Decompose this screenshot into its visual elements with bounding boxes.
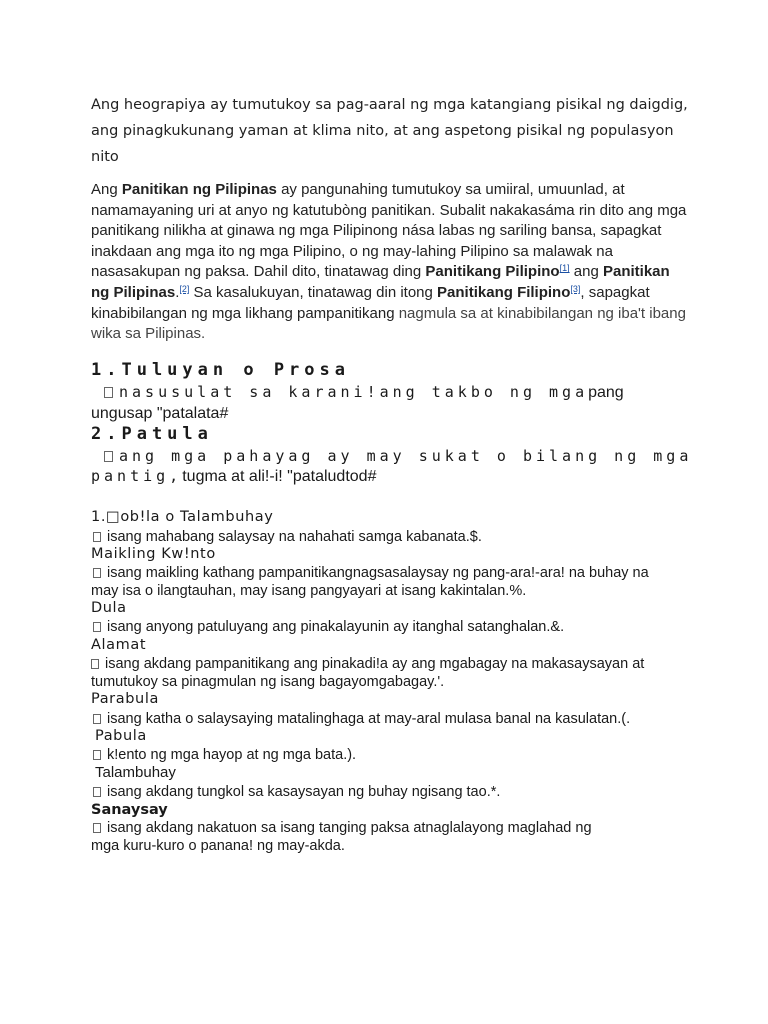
term-panitikan-ng-pilipinas: Panitikan ng Pilipinas [121,181,277,198]
genre-desc-dula: isang anyong patuluyang ang pinakalayunin ay itanghal satanghalan.&. [93,618,693,636]
term-panitikan-ng-pilipinas-2: Panitikan ng Pilipinas [91,263,670,301]
genre-title-pabula: Pabula [95,728,147,744]
bullet-icon [93,714,101,724]
patula-description-cont: pantig,tugma at ali!-i! "pataludtod# [91,467,377,485]
genre-title-sanaysay: Sanaysay [91,802,168,818]
genre-title-maikling-kwento: Maikling Kw!nto [91,546,216,562]
bullet-icon [93,532,101,542]
term-panitikang-pilipino: Panitikang Pilipino [425,263,560,281]
tuluyan-description-cont: ungusap "patalata# [91,405,229,422]
genre-title-talambuhay: Talambuhay [95,764,176,781]
genre-desc-alamat: isang akdang pampanitikang ang pinakadi!a ay ang mgabagay na makasaysayan at [91,655,691,673]
genre-desc-parabula: isang katha o salaysaying matalinghaga at may-aral mulasa banal na kasulatan.(. [93,710,693,728]
bullet-icon [93,750,101,760]
genre-desc-sanaysay: isang akdang nakatuon sa isang tanging paksa atnaglalayong maglahad ng [93,819,693,837]
intro-paragraph: Ang heograpiya ay tumutukoy sa pag-aaral ng mga katangiang pisikal ng daigdig, ang pinagkukunang yaman at klima nito, at ang aspetong pisikal ng populasyon nito [91,97,688,165]
patula-description: ang mga pahayag ay may sukat o bilang ng mga [91,446,711,466]
genre-title-alamat: Alamat [91,637,147,653]
term-panitikang-filipino: Panitikang Filipino [437,283,571,301]
genre-title-nobela: 1.□ob!la o Talambuhay [91,509,274,525]
genre-desc-alamat-cont: tumutukoy sa pinagmulan ng isang bagayomgabagay.'. [91,674,445,690]
genre-title-parabula: Parabula [91,691,159,707]
footnote-link-2[interactable]: [2] [179,283,190,294]
genre-desc-pabula: k!ento ng mga hayop at ng mga bata.). [93,746,693,764]
footnote-link-3[interactable]: [3] [570,283,581,294]
heading-tuluyan: 1.Tuluyan o Prosa [91,360,350,380]
genre-desc-talambuhay: isang akdang tungkol sa kasaysayan ng buhay ngisang tao.*. [93,783,693,801]
footnote-link-1[interactable]: [1] [559,263,570,274]
bullet-icon [93,787,101,797]
genre-desc-maikling-kwento: isang maikling kathang pampanitikangnagsasalaysay ng pang-ara!-ara! na buhay na [93,564,693,582]
bullet-icon [104,387,113,398]
panitikan-paragraph: Ang Panitikan ng Pilipinas ay pangunahing tumutukoy sa umiiral, umuunlad, at namamayaning uri at anyo ng katutubòng panitikan. Subalit nakakasáma rin dito ang mga panitikang nilikha at ginawa ng mga Pilipinong nása labas ng sariling bansa, sapagkat inakdaan ang mga ito ng mga Pilipino, o ng may-lahing Pilipino sa malawak na nasasakupan ng paksa. Dahil dito, tinatawag ding Panitikang Pilipino[1] ang Panitikan ng Pilipinas.[2] Sa kasalukuyan, tinatawag din itong Panitikang Filipino[3], sapagkat kinabibilangan ng mga likhang pampanitikang nagmula sa at kinabibilangan ng iba't ibang wika sa Pilipinas. [91,181,687,343]
genre-desc-maikling-kwento-cont: may isa o ilangtauhan, may isang pangyayari at isang kakintalan.%. [91,583,527,599]
bullet-icon [93,622,101,632]
genre-title-dula: Dula [91,600,127,616]
genre-desc-nobela: isang mahabang salaysay na nahahati samga kabanata.$. [93,528,693,546]
heading-patula: 2.Patula [91,424,213,444]
tuluyan-description: nasusulat sa karani!ang takbo ng mgapang [91,382,711,403]
bullet-icon [93,568,101,578]
bullet-icon [104,451,113,462]
bullet-icon [91,659,99,669]
bullet-icon [93,823,101,833]
genre-desc-sanaysay-cont: mga kuru-kuro o panana! ng may-akda. [91,838,345,854]
